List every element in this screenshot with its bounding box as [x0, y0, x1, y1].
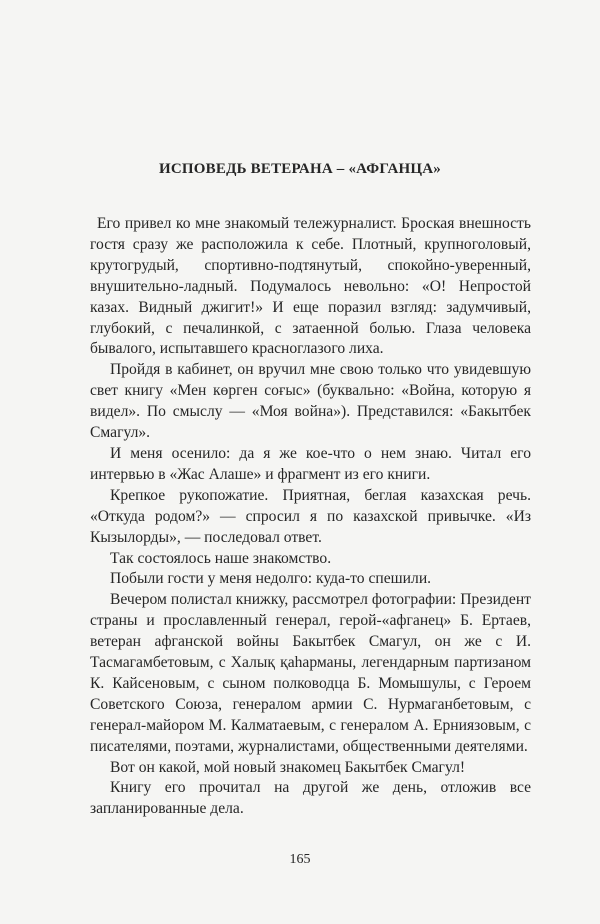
paragraph: Пройдя в кабинет, он вручил мне свою только что увидевшую свет книгу «Мен көрген соғыс» (буквально: «Война, которую я видел». По смыслу — «Моя война»). Представился: «Бакытбек Смагул».	[90, 361, 531, 442]
paragraph: Побыли гости у меня недолго: куда-то спешили.	[110, 570, 432, 588]
paragraph: И меня осенило: да я же кое-что о нем знаю. Читал его интервью в «Жас Алаше» и фрагмент из его книги.	[90, 444, 531, 483]
page-number: 165	[289, 852, 311, 867]
paragraph: Так состоялось наше знакомство.	[110, 549, 332, 567]
paragraph: Его привел ко мне знакомый тележурналист. Броская внешность гостя сразу же расположила к себе. Плотный, крупноголовый, крутогрудый, спортивно-подтянутый, спокойно-уверенный, внушительно-ладный. Подумалось невольно: «О! Непростой казах. Видный джигит!» И еще поразил взгляд: задумчивый, глубокий, с печалинкой, с затаенной болью. Глаза человека бывалого, испытавшего красноглазого лиха.	[90, 215, 531, 358]
paragraph: Вот он какой, мой новый знакомец Бакытбек Смагул!	[110, 758, 466, 776]
paragraph: Вечером полистал книжку, рассмотрел фотографии: Президент страны и прославленный генерал, герой-«афганец» Б. Ертаев, ветеран афганской войны Бакытбек Смагул, он же с И. Тасмагамбетовым, с Халық қаһарманы, легендарным партизаном К. Кайсеновым, с сыном полководца Б. Момышулы, с Героем Советского Союза, генералом армии С. Нурмаганбетовым, с генерал-майором М. Калматаевым, с генералом А. Ерниязовым, с писателями, поэтами, журналистами, общественными деятелями.	[90, 591, 531, 755]
body-text	[90, 214, 531, 820]
paragraph: Книгу его прочитал на другой же день, отложив все запланированные дела.	[90, 779, 531, 818]
paragraph: Крепкое рукопожатие. Приятная, беглая казахская речь. «Откуда родом?» — спросил я по казахской привычке. «Из Кызылорды», — последовал ответ.	[90, 486, 531, 546]
chapter-title: ИСПОВЕДЬ ВЕТЕРАНА – «АФГАНЦА»	[159, 161, 441, 177]
